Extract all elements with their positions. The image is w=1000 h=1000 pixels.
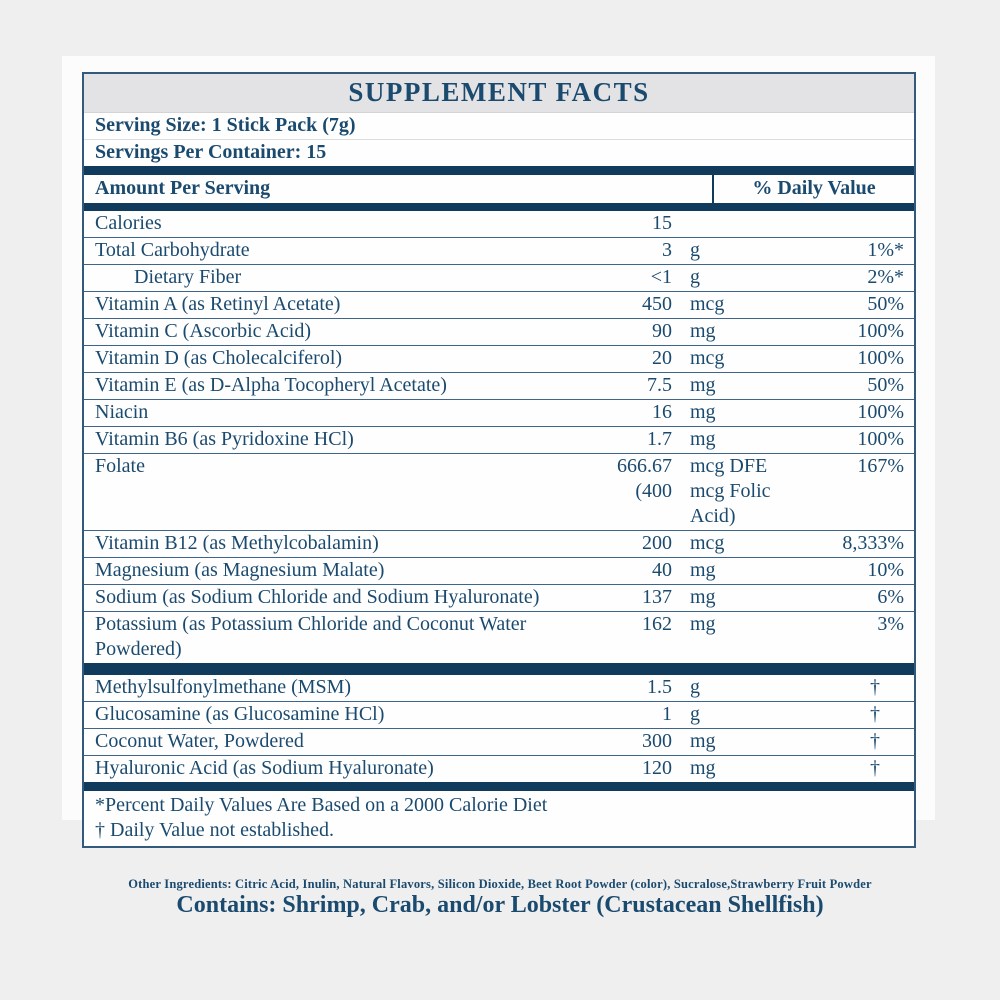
nutrient-daily-value: † bbox=[870, 730, 880, 752]
column-header-row bbox=[84, 175, 914, 203]
nutrient-daily-value: † bbox=[870, 757, 880, 779]
nutrient-unit: mcg bbox=[690, 347, 725, 369]
nutrient-daily-value: 2%* bbox=[867, 266, 904, 288]
nutrient-row bbox=[84, 702, 914, 729]
nutrient-amount: 1 bbox=[662, 703, 672, 725]
panel-title: SUPPLEMENT FACTS bbox=[84, 74, 914, 113]
nutrient-row bbox=[84, 211, 914, 238]
nutrient-amount: <1 bbox=[650, 266, 672, 288]
nutrient-amount: 200 bbox=[642, 532, 672, 554]
nutrient-unit: mg bbox=[690, 586, 716, 608]
divider-bar bbox=[84, 203, 914, 211]
nutrient-daily-value: 100% bbox=[857, 347, 904, 369]
nutrient-unit: g bbox=[690, 266, 700, 288]
nutrient-daily-value: 3% bbox=[877, 613, 904, 635]
nutrient-daily-value: 1%* bbox=[867, 239, 904, 261]
nutrient-name: Vitamin D (as Cholecalciferol) bbox=[95, 347, 343, 369]
nutrient-name: Vitamin B12 (as Methylcobalamin) bbox=[95, 532, 379, 554]
nutrient-row bbox=[84, 373, 914, 400]
nutrient-amount: 666.67 (400 bbox=[617, 455, 672, 502]
nutrient-daily-value: 100% bbox=[857, 428, 904, 450]
nutrient-amount: 16 bbox=[652, 401, 672, 423]
footnote-line: † Daily Value not established. bbox=[95, 819, 335, 841]
nutrient-row bbox=[84, 319, 914, 346]
main-nutrient-rows bbox=[84, 211, 914, 663]
nutrient-amount: 90 bbox=[652, 320, 672, 342]
nutrient-amount: 300 bbox=[642, 730, 672, 752]
nutrient-name: Niacin bbox=[95, 401, 149, 423]
supplement-facts-panel bbox=[82, 72, 916, 848]
nutrient-row bbox=[84, 346, 914, 373]
nutrient-unit: mg bbox=[690, 374, 716, 396]
nutrient-row bbox=[84, 292, 914, 319]
secondary-nutrient-rows bbox=[84, 675, 914, 782]
nutrient-daily-value: † bbox=[870, 676, 880, 698]
amount-per-serving-header: Amount Per Serving bbox=[95, 177, 271, 199]
nutrient-row bbox=[84, 427, 914, 454]
nutrient-unit: mg bbox=[690, 559, 716, 581]
footnote-line: *Percent Daily Values Are Based on a 2000 Calorie Diet bbox=[95, 794, 548, 816]
nutrient-daily-value: 6% bbox=[877, 586, 904, 608]
allergen-contains-text: Contains: Shrimp, Crab, and/or Lobster (Crustacean Shellfish) bbox=[176, 892, 824, 918]
nutrient-name: Dietary Fiber bbox=[134, 266, 242, 288]
nutrient-amount: 450 bbox=[642, 293, 672, 315]
nutrient-amount: 3 bbox=[662, 239, 672, 261]
nutrient-amount: 162 bbox=[642, 613, 672, 635]
nutrient-name: Calories bbox=[95, 212, 162, 234]
nutrient-name: Vitamin C (Ascorbic Acid) bbox=[95, 320, 311, 342]
nutrient-row bbox=[84, 729, 914, 756]
nutrient-unit: mcg bbox=[690, 532, 725, 554]
nutrient-amount: 7.5 bbox=[647, 374, 672, 396]
nutrient-amount: 120 bbox=[642, 757, 672, 779]
nutrient-daily-value: 8,333% bbox=[842, 532, 904, 554]
nutrient-name: Hyaluronic Acid (as Sodium Hyaluronate) bbox=[95, 757, 434, 779]
nutrient-unit: mg bbox=[690, 613, 716, 635]
nutrient-daily-value: 100% bbox=[857, 320, 904, 342]
nutrient-unit: mcg DFE mcg Folic Acid) bbox=[690, 455, 771, 527]
nutrient-unit: mg bbox=[690, 757, 716, 779]
nutrient-unit: g bbox=[690, 703, 700, 725]
nutrient-row bbox=[84, 531, 914, 558]
nutrient-unit: mg bbox=[690, 401, 716, 423]
nutrient-unit: g bbox=[690, 676, 700, 698]
nutrient-amount: 1.7 bbox=[647, 428, 672, 450]
nutrient-name: Vitamin B6 (as Pyridoxine HCl) bbox=[95, 428, 354, 450]
nutrient-name: Vitamin A (as Retinyl Acetate) bbox=[95, 293, 341, 315]
nutrient-amount: 1.5 bbox=[647, 676, 672, 698]
nutrient-row bbox=[84, 558, 914, 585]
nutrient-name: Magnesium (as Magnesium Malate) bbox=[95, 559, 385, 581]
other-ingredients-text: Other Ingredients: Citric Acid, Inulin, Natural Flavors, Silicon Dioxide, Beet Root Powder (color), Sucralose,Strawberry Fruit Powder bbox=[128, 877, 872, 891]
nutrient-unit: mg bbox=[690, 730, 716, 752]
nutrient-unit: mcg bbox=[690, 293, 725, 315]
nutrient-daily-value: † bbox=[870, 703, 880, 725]
nutrient-name: Folate bbox=[95, 455, 145, 477]
nutrient-row bbox=[84, 756, 914, 782]
nutrient-unit: mg bbox=[690, 428, 716, 450]
nutrient-row bbox=[84, 265, 914, 292]
nutrient-amount: 137 bbox=[642, 586, 672, 608]
nutrient-name: Total Carbohydrate bbox=[95, 239, 250, 261]
nutrient-name: Methylsulfonylmethane (MSM) bbox=[95, 676, 352, 698]
nutrient-row bbox=[84, 238, 914, 265]
nutrient-unit: g bbox=[690, 239, 700, 261]
nutrient-row bbox=[84, 454, 914, 531]
nutrient-row bbox=[84, 400, 914, 427]
footnotes bbox=[84, 791, 914, 846]
nutrient-daily-value: 100% bbox=[857, 401, 904, 423]
nutrient-amount: 20 bbox=[652, 347, 672, 369]
nutrient-name: Potassium (as Potassium Chloride and Coconut Water Powdered) bbox=[95, 613, 527, 660]
nutrient-name: Coconut Water, Powdered bbox=[95, 730, 304, 752]
serving-size: Serving Size: 1 Stick Pack (7g) bbox=[84, 113, 914, 140]
nutrient-amount: 40 bbox=[652, 559, 672, 581]
nutrient-daily-value: 50% bbox=[867, 374, 904, 396]
divider-bar bbox=[84, 663, 914, 675]
nutrient-row bbox=[84, 675, 914, 702]
servings-per-container: Servings Per Container: 15 bbox=[95, 141, 327, 163]
nutrient-name: Vitamin E (as D-Alpha Tocopheryl Acetate) bbox=[95, 374, 447, 396]
nutrient-row bbox=[84, 612, 914, 663]
nutrient-daily-value: 50% bbox=[867, 293, 904, 315]
daily-value-header: % Daily Value bbox=[712, 175, 914, 203]
nutrient-amount: 15 bbox=[652, 212, 672, 234]
nutrient-name: Glucosamine (as Glucosamine HCl) bbox=[95, 703, 385, 725]
nutrient-daily-value: 10% bbox=[867, 559, 904, 581]
nutrient-name: Sodium (as Sodium Chloride and Sodium Hyaluronate) bbox=[95, 586, 540, 608]
divider-bar bbox=[84, 782, 914, 791]
divider-bar bbox=[84, 166, 914, 175]
nutrient-daily-value: 167% bbox=[857, 455, 904, 477]
nutrient-unit: mg bbox=[690, 320, 716, 342]
nutrient-row bbox=[84, 585, 914, 612]
